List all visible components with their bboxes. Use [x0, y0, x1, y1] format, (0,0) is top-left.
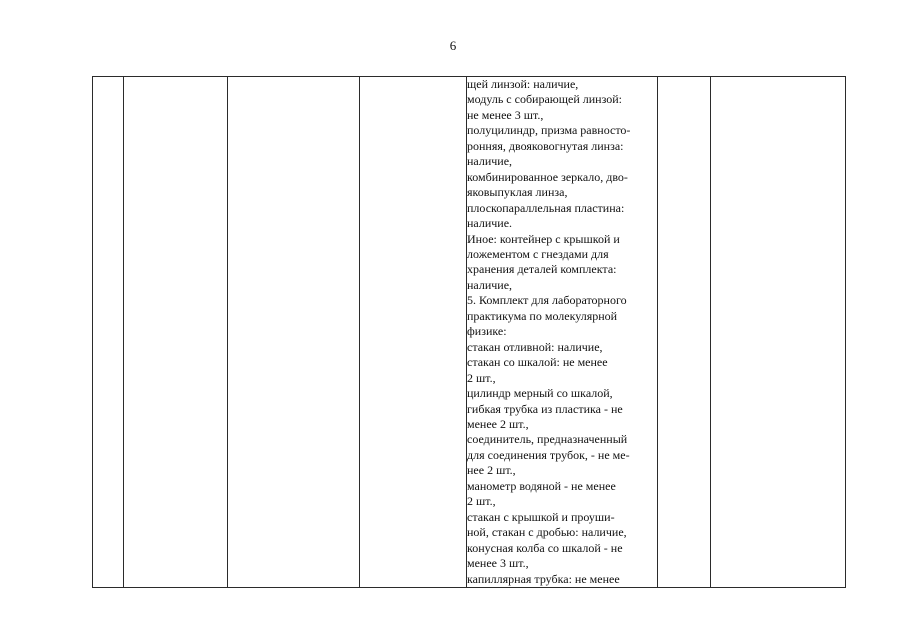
description-line: яковыпуклая линза,: [467, 185, 568, 200]
table-cell-description: [467, 77, 658, 588]
specification-table: [92, 76, 846, 588]
table-cell-4: [360, 77, 467, 588]
description-line: манометр водяной - не менее: [467, 478, 616, 493]
description-line: конусная колба со шкалой - не: [467, 540, 623, 555]
description-line: 2 шт.,: [467, 370, 496, 385]
description-line: плоскопараллельная пластина:: [467, 200, 625, 215]
table-cell-3: [228, 77, 360, 588]
description-line: модуль с собирающей линзой:: [467, 92, 623, 107]
description-line: менее 3 шт.,: [467, 556, 529, 571]
description-line: наличие,: [467, 154, 513, 169]
description-line: 2 шт.,: [467, 494, 496, 509]
page-number: 6: [449, 38, 457, 53]
table-cell-7: [711, 77, 846, 588]
description-line: соединитель, предназначенный: [467, 432, 628, 447]
table-cell-2: [124, 77, 228, 588]
description-line: гибкая трубка из пластика - не: [467, 401, 623, 416]
description-line: комбинированное зеркало, дво-: [467, 169, 628, 184]
description-line: ной, стакан с дробью: наличие,: [467, 525, 627, 540]
description-line: полуцилиндр, призма равносто-: [467, 123, 631, 138]
description-line: Иное: контейнер с крышкой и: [467, 231, 620, 246]
table-row: [93, 77, 846, 588]
description-line: физике:: [467, 324, 507, 339]
description-line: 5. Комплект для лабораторного: [467, 293, 627, 308]
description-line: наличие.: [467, 216, 513, 231]
description-line: стакан отливной: наличие,: [467, 339, 603, 354]
description-line: для соединения трубок, - не ме-: [467, 447, 630, 462]
description-line: хранения деталей комплекта:: [467, 262, 617, 277]
table-cell-6: [658, 77, 711, 588]
description-line: капиллярная трубка: не менее: [467, 571, 620, 586]
description-line: ронняя, двояковогнутая линза:: [467, 138, 624, 153]
description-line: нее 2 шт.,: [467, 463, 516, 478]
table-cell-1: [93, 77, 124, 588]
description-line: стакан с крышкой и проуши-: [467, 509, 615, 524]
description-line: наличие,: [467, 277, 513, 292]
description-line: стакан со шкалой: не менее: [467, 355, 608, 370]
description-line: не менее 3 шт.,: [467, 107, 544, 122]
description-line: менее 2 шт.,: [467, 416, 529, 431]
description-line: цилиндр мерный со шкалой,: [467, 386, 613, 401]
description-line: ложементом с гнездами для: [467, 246, 609, 261]
description-line: щей линзой: наличие,: [467, 77, 579, 91]
description-line: практикума по молекулярной: [467, 308, 618, 323]
